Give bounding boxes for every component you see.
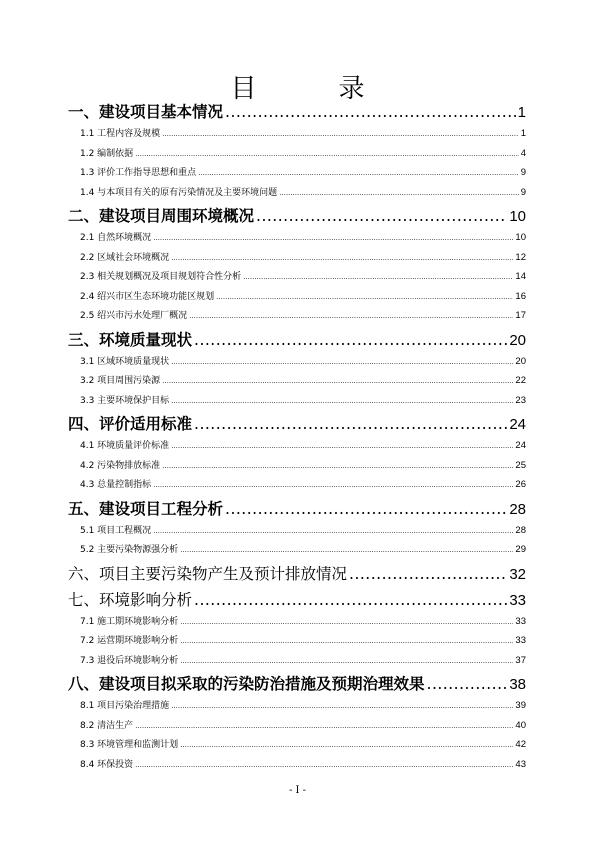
toc-leader-dots	[427, 675, 508, 693]
toc-subsection-entry[interactable]	[68, 737, 526, 757]
toc-subsection-label: 7.2 运营期环境影响分析	[80, 636, 179, 646]
toc-subsection-page: 9	[520, 186, 526, 198]
toc-subsection-label: 4.3 总量控制指标	[80, 480, 152, 490]
toc-leader-dots	[135, 150, 519, 158]
toc-subsection-page: 29	[515, 544, 526, 555]
toc-section-label: 六、项目主要污染物产生及预计排放情况	[68, 564, 348, 583]
toc-subsection-label: 2.3 相关规划概况及项目规划符合性分析	[80, 272, 242, 282]
toc-subsection-entry[interactable]	[68, 438, 526, 458]
toc-subsection-entry[interactable]	[68, 146, 526, 166]
toc-subsection-page: 42	[515, 739, 526, 750]
toc-leader-dots	[180, 618, 513, 626]
toc-leader-dots	[171, 358, 513, 366]
table-of-contents	[68, 100, 526, 776]
toc-subsection-page: 24	[515, 440, 526, 451]
toc-leader-dots	[171, 397, 513, 405]
toc-subsection-page: 37	[515, 654, 526, 666]
toc-leader-dots	[216, 293, 513, 301]
toc-section-page: 38	[509, 676, 526, 693]
toc-subsection-label: 8.4 环保投资	[80, 759, 134, 770]
toc-subsection-label: 7.3 退役后环境影响分析	[80, 655, 179, 666]
toc-subsection-page: 25	[515, 459, 526, 471]
toc-subsection-entry[interactable]	[68, 250, 526, 270]
toc-leader-dots	[349, 565, 507, 583]
toc-section-page: 28	[509, 500, 526, 518]
toc-subsection-entry[interactable]	[68, 185, 526, 205]
toc-subsection-entry[interactable]	[68, 757, 526, 777]
toc-leader-dots	[198, 169, 519, 177]
toc-leader-dots	[180, 741, 513, 749]
toc-section-entry[interactable]	[68, 497, 526, 523]
toc-subsection-page: 33	[515, 615, 526, 627]
toc-subsection-entry[interactable]	[68, 165, 526, 185]
toc-subsection-entry[interactable]	[68, 354, 526, 374]
toc-subsection-page: 22	[515, 375, 526, 386]
toc-subsection-entry[interactable]	[68, 614, 526, 634]
toc-subsection-entry[interactable]	[68, 289, 526, 309]
toc-subsection-entry[interactable]	[68, 230, 526, 250]
toc-section-label: 四、评价适用标准	[68, 414, 193, 433]
toc-subsection-page: 17	[515, 310, 526, 321]
toc-leader-dots	[135, 761, 513, 769]
toc-subsection-page: 4	[520, 147, 526, 159]
toc-section-entry[interactable]	[68, 562, 526, 588]
toc-subsection-page: 43	[515, 758, 526, 770]
page-title: 目 录	[230, 74, 393, 104]
toc-leader-dots	[153, 527, 513, 535]
toc-subsection-label: 8.2 清洁生产	[80, 720, 134, 731]
toc-leader-dots	[162, 377, 513, 385]
toc-leader-dots	[153, 234, 513, 242]
toc-subsection-page: 10	[515, 232, 526, 243]
toc-leader-dots	[243, 273, 513, 281]
toc-leader-dots	[279, 189, 519, 197]
toc-section-page: 32	[509, 565, 526, 583]
toc-leader-dots	[162, 462, 513, 470]
page-number: - I -	[288, 785, 307, 796]
toc-subsection-entry[interactable]	[68, 393, 526, 413]
toc-section-entry[interactable]	[68, 672, 526, 698]
toc-section-page: 10	[509, 208, 526, 225]
toc-subsection-page: 40	[515, 719, 526, 731]
toc-section-entry[interactable]	[68, 204, 526, 230]
toc-section-page: 1	[517, 104, 526, 121]
toc-subsection-label: 5.2 主要污染物源强分析	[80, 545, 179, 555]
toc-subsection-label: 3.1 区域环境质量现状	[80, 356, 170, 367]
toc-subsection-page: 26	[515, 479, 526, 490]
toc-subsection-label: 1.4 与本项目有关的原有污染情况及主要环境问题	[80, 187, 278, 198]
toc-subsection-page: 20	[515, 355, 526, 367]
toc-leader-dots	[171, 702, 513, 710]
toc-subsection-page: 16	[515, 290, 526, 302]
toc-leader-dots	[153, 481, 513, 489]
toc-subsection-entry[interactable]	[68, 633, 526, 653]
toc-subsection-label: 1.3 评价工作指导思想和重点	[80, 168, 197, 178]
toc-subsection-label: 8.1 项目污染治理措施	[80, 701, 170, 711]
toc-subsection-label: 2.4 绍兴市区生态环境功能区规划	[80, 291, 215, 302]
toc-subsection-entry[interactable]	[68, 523, 526, 543]
toc-subsection-entry[interactable]	[68, 653, 526, 673]
toc-section-entry[interactable]	[68, 328, 526, 354]
toc-subsection-label: 4.2 污染物排放标准	[80, 460, 161, 471]
toc-subsection-label: 5.1 项目工程概况	[80, 525, 152, 536]
toc-subsection-label: 3.2 项目周围污染源	[80, 376, 161, 386]
toc-leader-dots	[171, 254, 513, 262]
toc-subsection-entry[interactable]	[68, 542, 526, 562]
toc-leader-dots	[171, 442, 513, 450]
toc-leader-dots	[256, 207, 507, 225]
toc-leader-dots	[225, 103, 516, 121]
toc-subsection-entry[interactable]	[68, 373, 526, 393]
toc-subsection-page: 23	[515, 394, 526, 406]
toc-subsection-entry[interactable]	[68, 698, 526, 718]
toc-section-label: 三、环境质量现状	[68, 329, 193, 349]
toc-leader-dots	[194, 591, 507, 609]
toc-leader-dots	[194, 415, 507, 433]
toc-section-page: 20	[509, 331, 526, 349]
toc-leader-dots	[189, 312, 513, 320]
toc-subsection-label: 1.2 编制依据	[80, 148, 134, 159]
toc-subsection-entry[interactable]	[68, 718, 526, 738]
toc-subsection-entry[interactable]	[68, 458, 526, 478]
toc-subsection-page: 9	[520, 167, 526, 178]
toc-section-label: 一、建设项目基本情况	[68, 102, 224, 121]
toc-leader-dots	[180, 546, 513, 554]
toc-leader-dots	[135, 722, 513, 730]
toc-leader-dots	[194, 331, 507, 349]
toc-subsection-entry[interactable]	[68, 126, 526, 146]
toc-subsection-label: 2.1 自然环境概况	[80, 233, 152, 243]
toc-subsection-page: 12	[515, 251, 526, 263]
toc-subsection-entry[interactable]	[68, 308, 526, 328]
toc-section-label: 八、建设项目拟采取的污染防治措施及预期治理效果	[68, 674, 425, 693]
toc-subsection-label: 2.2 区域社会环境概况	[80, 252, 170, 263]
toc-subsection-entry[interactable]	[68, 477, 526, 497]
toc-subsection-page: 1	[520, 128, 526, 139]
toc-leader-dots	[180, 637, 513, 645]
toc-leader-dots	[180, 657, 513, 665]
toc-section-page: 24	[509, 416, 526, 433]
toc-section-label: 五、建设项目工程分析	[68, 498, 224, 518]
toc-section-label: 七、环境影响分析	[68, 590, 193, 609]
toc-subsection-page: 39	[515, 700, 526, 711]
toc-subsection-label: 1.1 工程内容及规模	[80, 129, 161, 139]
toc-section-entry[interactable]	[68, 588, 526, 614]
toc-section-entry[interactable]	[68, 100, 526, 126]
toc-subsection-page: 28	[515, 524, 526, 536]
toc-section-page: 33	[509, 591, 526, 609]
toc-section-label: 二、建设项目周围环境概况	[68, 206, 255, 225]
toc-subsection-page: 14	[515, 271, 526, 282]
toc-subsection-entry[interactable]	[68, 269, 526, 289]
toc-subsection-label: 7.1 施工期环境影响分析	[80, 616, 179, 627]
toc-section-entry[interactable]	[68, 412, 526, 438]
toc-subsection-label: 2.5 绍兴市污水处理厂概况	[80, 311, 188, 321]
toc-leader-dots	[225, 500, 507, 518]
toc-subsection-label: 8.3 环境管理和监测计划	[80, 740, 179, 750]
toc-subsection-label: 3.3 主要环境保护目标	[80, 395, 170, 406]
toc-subsection-page: 33	[515, 635, 526, 646]
toc-subsection-label: 4.1 环境质量评价标准	[80, 441, 170, 451]
toc-leader-dots	[162, 130, 519, 138]
